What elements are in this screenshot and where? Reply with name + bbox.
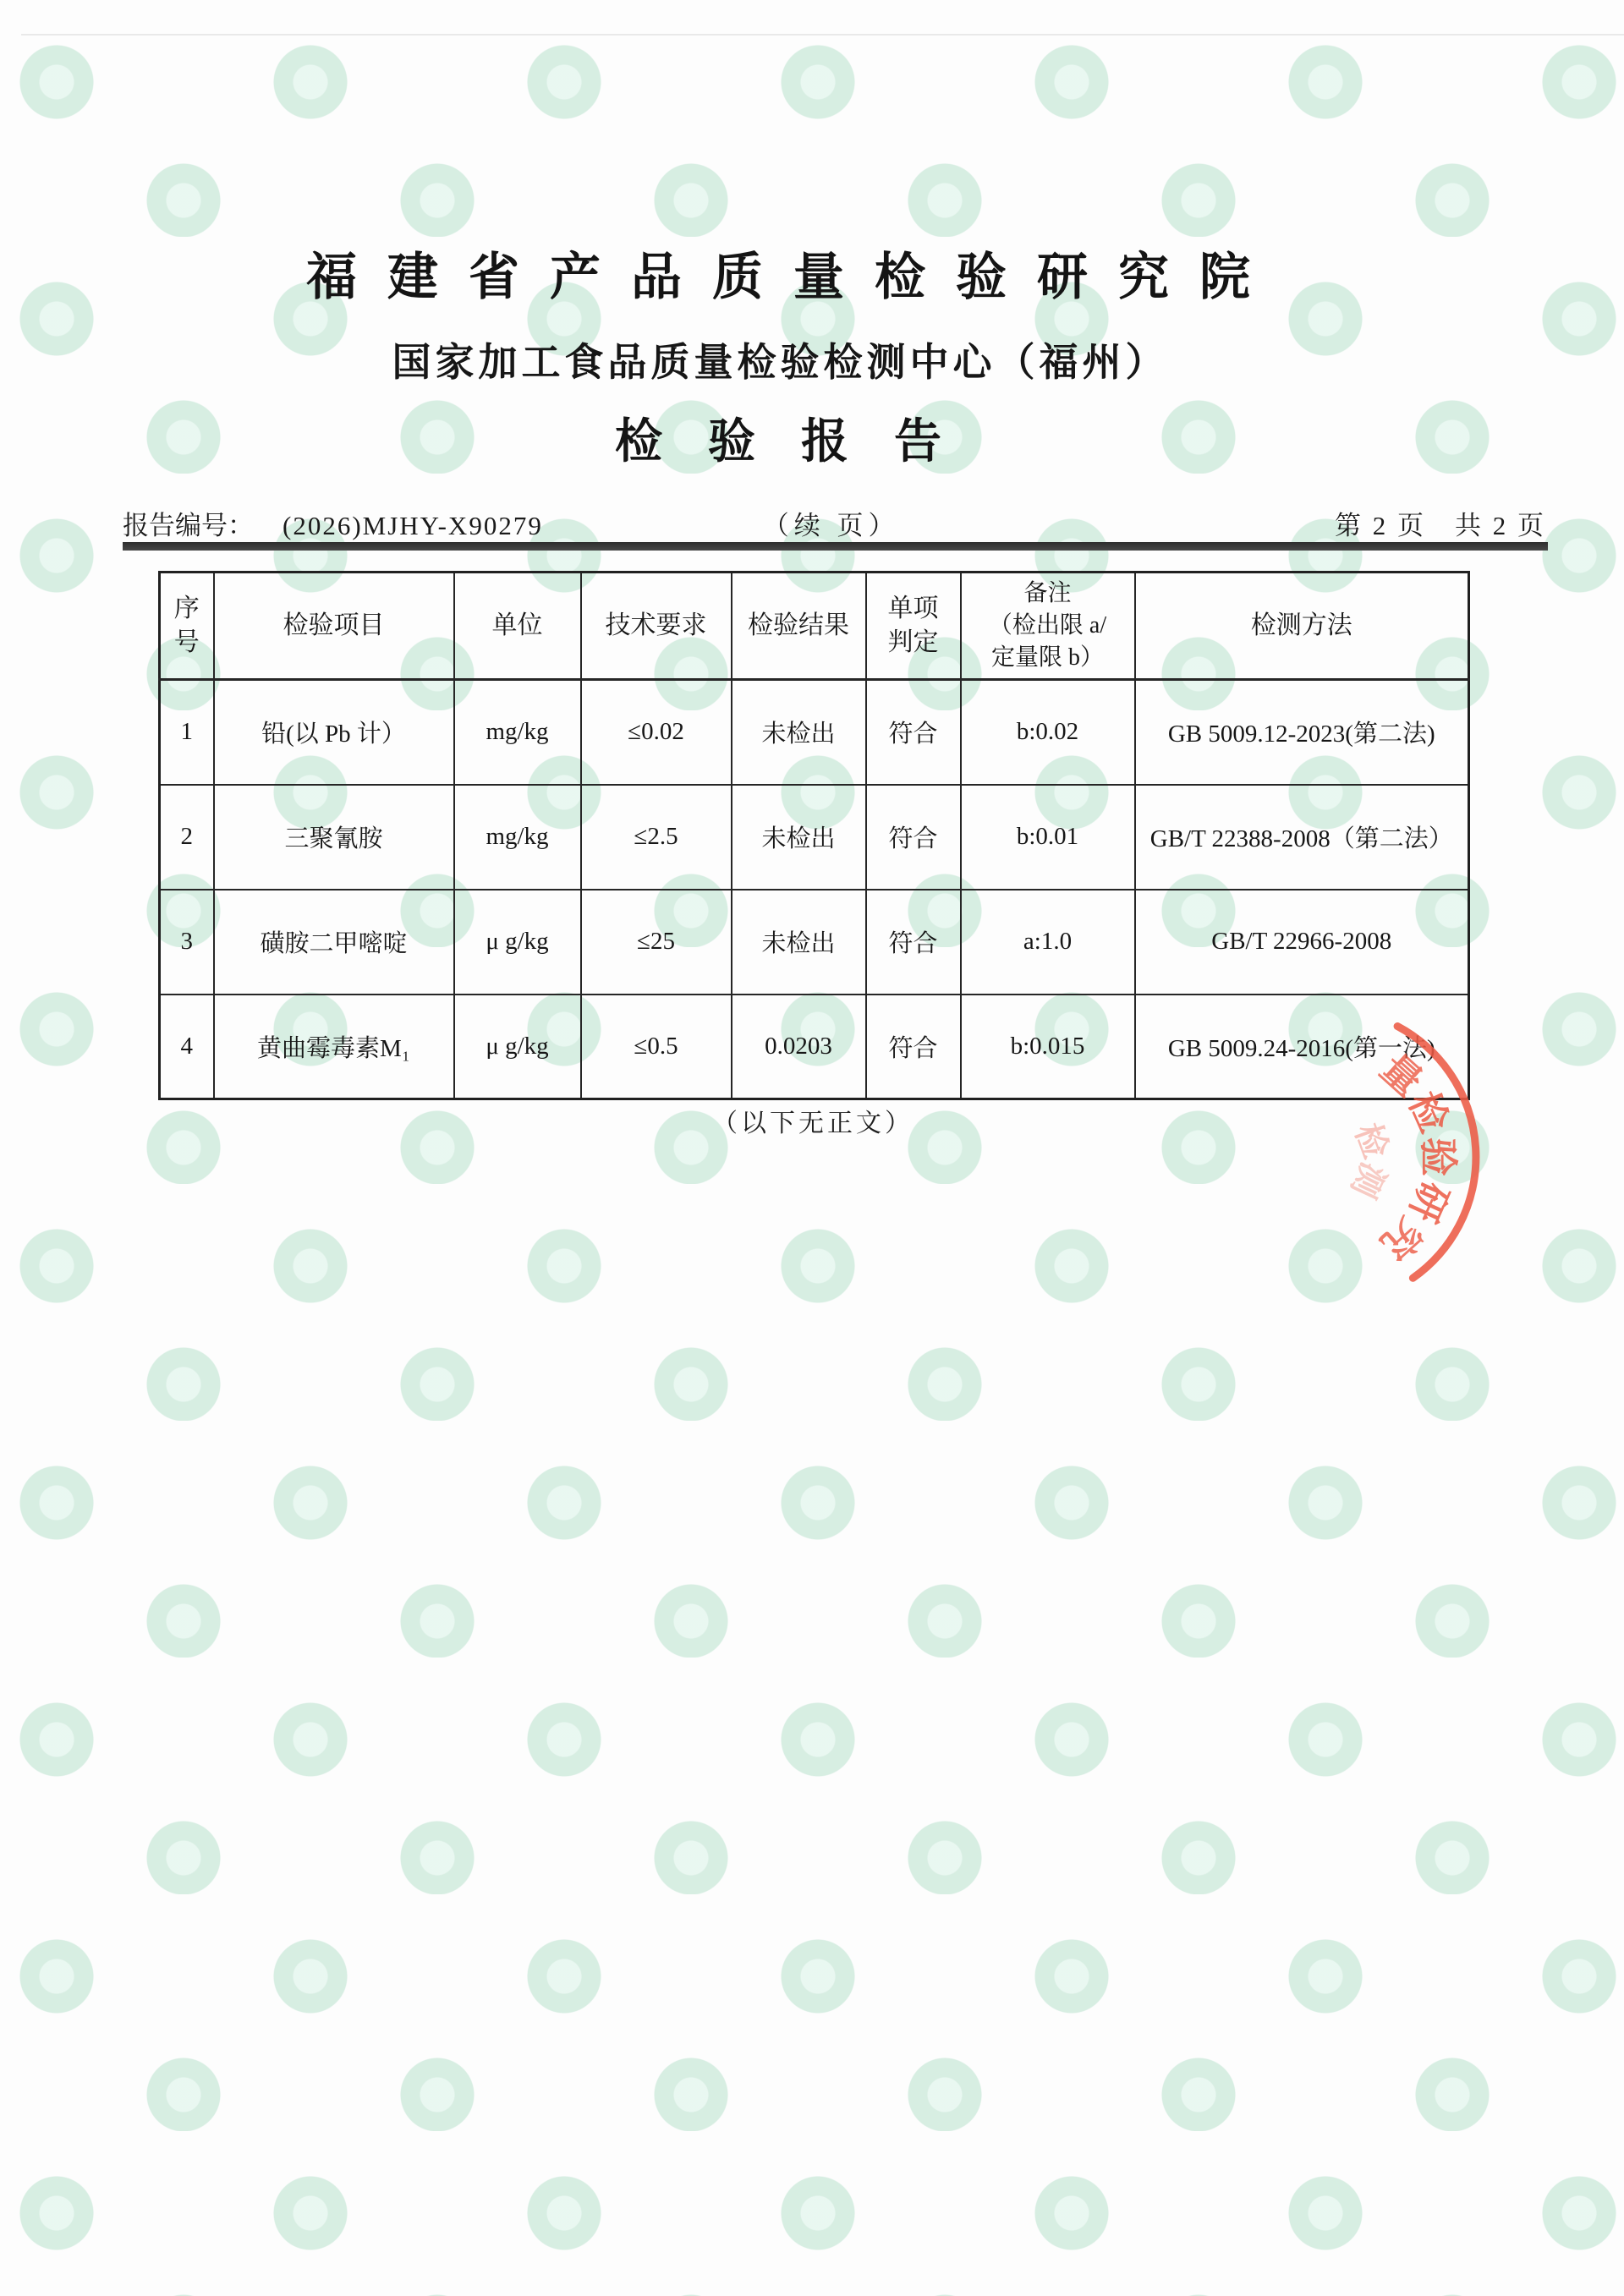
table-row <box>160 785 1469 890</box>
header-divider-rule <box>123 542 1548 551</box>
cell-seq: 1 <box>160 680 214 785</box>
cell-unit: μ g/kg <box>454 995 581 1099</box>
stamp-inner-char: 检 <box>1347 1118 1396 1164</box>
report-number-value: (2026)MJHY-X90279 <box>283 511 543 540</box>
cell-note: b:0.02 <box>961 680 1135 785</box>
cell-result: 未检出 <box>732 680 866 785</box>
header-cell-method: 检测方法 <box>1135 573 1469 680</box>
stamp-char: 检 <box>1401 1085 1457 1139</box>
stamp-char: 验 <box>1416 1137 1460 1176</box>
cell-seq: 3 <box>160 890 214 995</box>
cell-result: 未检出 <box>732 785 866 890</box>
cell-unit: μ g/kg <box>454 890 581 995</box>
center-subtitle: 国家加工食品质量检验检测中心（福州） <box>392 341 1169 384</box>
institute-title: 福建省产品质量检验研究院 <box>306 249 1281 305</box>
report-title: 检验报告 <box>615 416 987 469</box>
table-header-row <box>160 573 1469 680</box>
cell-method: GB/T 22388-2008（第二法） <box>1135 785 1469 890</box>
cell-unit: mg/kg <box>454 680 581 785</box>
header-cell-unit: 单位 <box>454 573 581 680</box>
stamp-char: 研 <box>1401 1175 1457 1229</box>
cell-item: 黄曲霉毒素M₁ <box>214 995 454 1099</box>
cell-seq: 2 <box>160 785 214 890</box>
header-cell-requirement: 技术要求 <box>581 573 732 680</box>
page-indicator: 第 2 页 共 2 页 <box>1335 511 1546 540</box>
table-row <box>160 995 1469 1099</box>
stamp-char: 量 <box>1372 1046 1431 1104</box>
cell-requirement: ≤2.5 <box>581 785 732 890</box>
header-cell-result: 检验结果 <box>732 573 866 680</box>
header-cell-note: 备注 （检出限 a/ 定量限 b） <box>961 573 1135 680</box>
cell-note: b:0.015 <box>961 995 1135 1099</box>
stamp-inner-char: 测 <box>1343 1156 1393 1204</box>
results-table <box>158 571 1470 1100</box>
cell-requirement: ≤0.02 <box>581 680 732 785</box>
cell-method: GB/T 22966-2008 <box>1135 890 1469 995</box>
cell-method: GB 5009.24-2016(第一法) <box>1135 995 1469 1099</box>
cell-judgement: 符合 <box>866 890 961 995</box>
scan-artifact-line <box>21 34 1624 36</box>
header-cell-judgement: 单项 判定 <box>866 573 961 680</box>
cell-requirement: ≤0.5 <box>581 995 732 1099</box>
cell-item: 三聚氰胺 <box>214 785 454 890</box>
cell-item: 铅(以 Pb 计） <box>214 680 454 785</box>
cell-judgement: 符合 <box>866 995 961 1099</box>
cell-judgement: 符合 <box>866 680 961 785</box>
report-number-group <box>123 504 543 542</box>
cell-requirement: ≤25 <box>581 890 732 995</box>
header-cell-item: 检验项目 <box>214 573 454 680</box>
report-number-label: 报告编号： <box>123 511 254 540</box>
cell-unit: mg/kg <box>454 785 581 890</box>
cell-method: GB 5009.12-2023(第二法) <box>1135 680 1469 785</box>
table-row <box>160 680 1469 785</box>
table-row <box>160 890 1469 995</box>
cell-result: 未检出 <box>732 890 866 995</box>
cell-note: b:0.01 <box>961 785 1135 890</box>
cell-seq: 4 <box>160 995 214 1099</box>
stamp-char: 究 <box>1372 1209 1431 1268</box>
end-of-text-note: （以下无正文） <box>712 1110 914 1137</box>
continued-page-label: （续 页） <box>762 511 900 540</box>
cell-result: 0.0203 <box>732 995 866 1099</box>
cell-note: a:1.0 <box>961 890 1135 995</box>
report-meta-line <box>123 504 1548 540</box>
header-cell-seq: 序 号 <box>160 573 214 680</box>
cell-judgement: 符合 <box>866 785 961 890</box>
cell-item: 磺胺二甲嘧啶 <box>214 890 454 995</box>
